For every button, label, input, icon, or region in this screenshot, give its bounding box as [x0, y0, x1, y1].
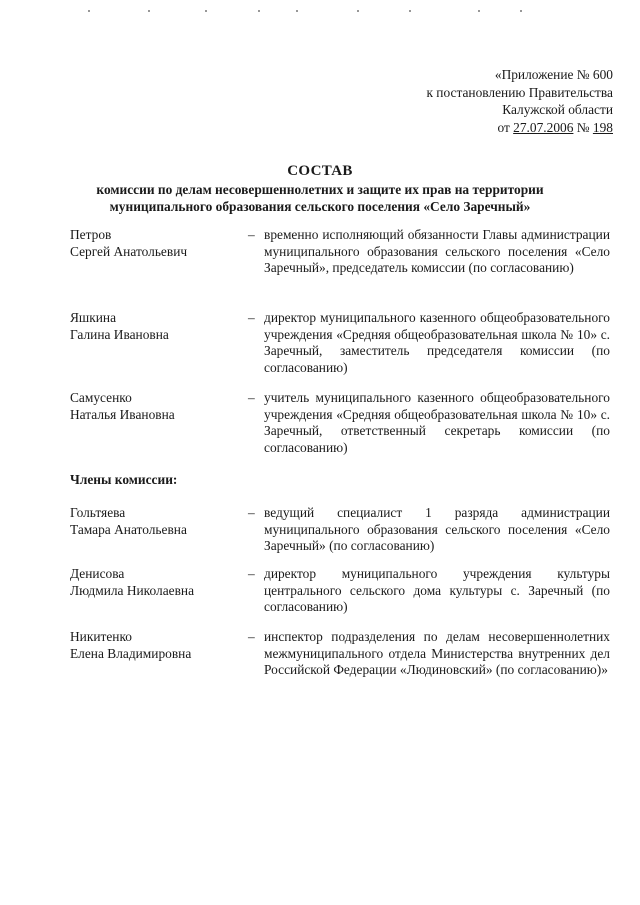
member-given-name: Людмила Николаевна — [70, 582, 195, 598]
scan-speck — [88, 10, 90, 12]
resolution-date: 27.07.2006 — [513, 119, 574, 135]
scan-speck — [148, 10, 150, 12]
appendix-line: к постановлению Правительства — [426, 84, 613, 100]
title-line: муниципального образования сельского поселения «Село Заречный» — [109, 199, 531, 214]
member-name — [70, 310, 240, 343]
member-name — [70, 390, 240, 423]
member-given-name: Елена Владимировна — [70, 645, 192, 661]
scan-speck — [258, 10, 260, 12]
member-role: учитель муниципального казенного общеобразовательного учреждения «Средняя общеобразовательная школа № 10» с. Заречный, ответственный секретарь комиссии (по согласованию) — [264, 390, 610, 455]
member-given-name: Галина Ивановна — [70, 326, 169, 342]
dash-separator: – — [248, 390, 255, 405]
member-role: директор муниципального учреждения культуры центрального сельского дома культуры с. Заречный (по согласованию) — [264, 566, 610, 614]
title-main: СОСТАВ — [287, 163, 353, 179]
scan-speck — [478, 10, 480, 12]
appendix-line: «Приложение № 600 — [494, 67, 613, 82]
number-sign: № — [573, 119, 593, 135]
member-role: директор муниципального казенного общеобразовательного учреждения «Средняя общеобразовательная школа № 10» с. Заречный, заместитель председателя комиссии (по согласованию) — [264, 310, 610, 375]
members-heading: Члены комиссии: — [70, 472, 178, 487]
scan-speck — [409, 10, 411, 12]
member-given-name: Сергей Анатольевич — [70, 243, 188, 259]
dash-separator: – — [248, 227, 255, 242]
member-name — [70, 566, 240, 599]
dash-separator: – — [248, 505, 255, 520]
member-name — [70, 505, 240, 538]
appendix-header — [313, 66, 613, 136]
member-surname: Денисова — [70, 566, 125, 581]
dash-separator: – — [248, 629, 255, 644]
member-role: временно исполняющий обязанности Главы администрации муниципального образования сельского поселения «Село Заречный», председатель комиссии (по согласованию) — [264, 227, 610, 275]
scan-speck — [205, 10, 207, 12]
scan-speck — [357, 10, 359, 12]
appendix-line: Калужской области — [502, 102, 613, 117]
member-surname: Петров — [70, 227, 112, 242]
scan-speck — [520, 10, 522, 12]
member-surname: Самусенко — [70, 390, 132, 405]
resolution-number: 198 — [592, 119, 613, 135]
date-prefix: от — [497, 119, 514, 135]
member-name — [70, 227, 240, 260]
member-role: инспектор подразделения по делам несовершеннолетних межмуниципального отдела Министерства внутренних дел Российской Федерации «Людиновский» (по согласованию)» — [264, 629, 610, 677]
member-name — [70, 629, 240, 662]
appendix-date-line — [313, 119, 613, 137]
member-surname: Никитенко — [70, 629, 132, 644]
scan-speck — [296, 10, 298, 12]
member-surname: Яшкина — [70, 310, 117, 325]
dash-separator: – — [248, 566, 255, 581]
member-surname: Гольтяева — [70, 505, 126, 520]
dash-separator: – — [248, 310, 255, 325]
title-line: комиссии по делам несовершеннолетних и защите их прав на территории — [96, 182, 544, 197]
member-given-name: Тамара Анатольевна — [70, 521, 187, 537]
document-title — [60, 162, 580, 215]
member-role: ведущий специалист 1 разряда администрации муниципального образования сельского поселения «Село Заречный» (по согласованию) — [264, 505, 610, 553]
member-given-name: Наталья Ивановна — [70, 406, 175, 422]
